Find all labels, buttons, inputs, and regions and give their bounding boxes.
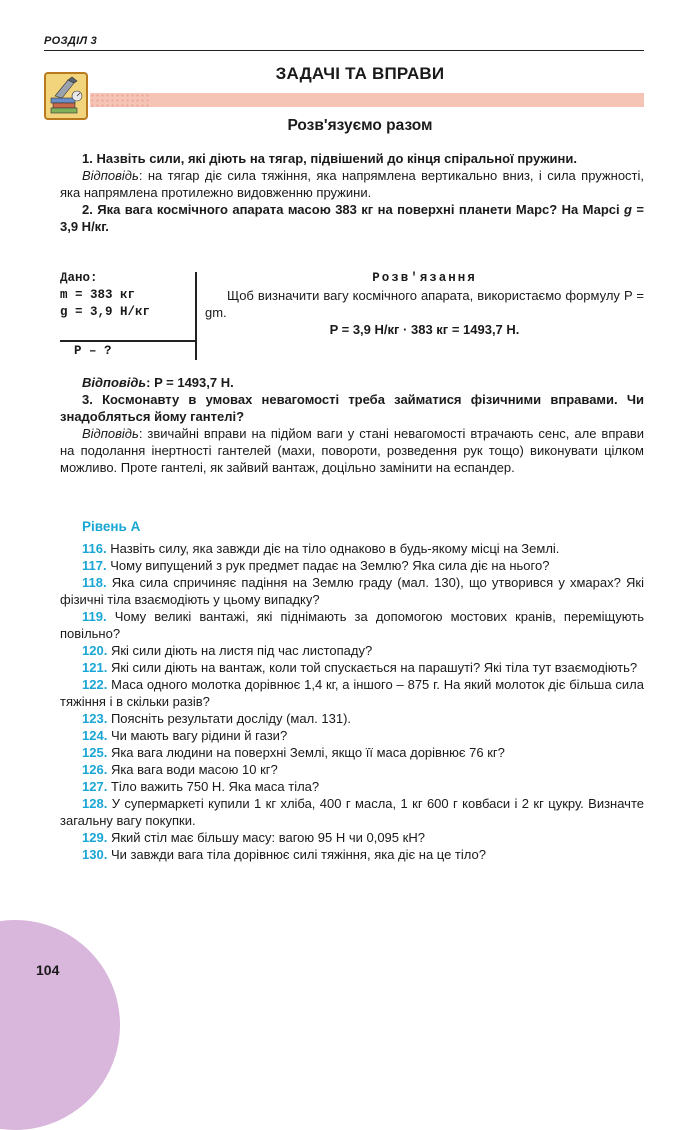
page-title: ЗАДАЧІ ТА ВПРАВИ: [275, 64, 445, 83]
list-item: [60, 608, 644, 642]
list-item: [60, 795, 644, 829]
task-number: 125.: [82, 745, 108, 760]
task-number: 122.: [82, 677, 108, 692]
task-text: Який стіл має більшу масу: вагою 95 Н чи 0,095 кН?: [110, 830, 425, 845]
task-text: Яка вага води масою 10 кг?: [110, 762, 278, 777]
problem-number: 1.: [82, 151, 93, 166]
task-text: Чи завжди вага тіла дорівнює силі тяжіння, яка діє на це тіло?: [110, 847, 486, 862]
task-number: 117.: [82, 558, 107, 573]
given-title: Дано:: [60, 271, 98, 285]
list-item: [60, 829, 644, 846]
problem-question: Космонавту в умовах невагомості треба займатися фізичними вправами. Чи знадобляться йому гантелі?: [60, 392, 644, 424]
find-value: P – ?: [74, 344, 112, 358]
solution-text: Щоб визначити вагу космічного апарата, використаємо формулу P = gm.: [205, 288, 644, 320]
section-label: РОЗДІЛ 3: [44, 35, 98, 47]
task-text: Яка вага людини на поверхні Землі, якщо її маса дорівнює 76 кг?: [110, 745, 505, 760]
level-title: Рівень А: [82, 519, 141, 534]
problem-number: 3.: [82, 392, 93, 407]
task-list: [60, 540, 644, 863]
task-number: 130.: [82, 847, 108, 862]
worked-problem-3: [60, 374, 644, 476]
list-item: [60, 676, 644, 710]
section-subheading: Розв'язуємо разом: [287, 117, 433, 134]
problem-question-end: = 3,9 Н/кг.: [60, 202, 644, 234]
problem-question: Яка вага космічного апарата масою 383 кг на поверхні планети Марс? На Марсі: [97, 202, 625, 217]
given-mass: m = 383 кг: [60, 288, 136, 302]
task-number: 116.: [82, 541, 107, 556]
solution-block: [205, 270, 644, 338]
problem-number: 2.: [82, 202, 93, 217]
list-item: [60, 778, 644, 795]
task-number: 129.: [82, 830, 108, 845]
solution-title: Розв'язання: [372, 271, 477, 285]
list-item: [60, 659, 644, 676]
list-item: [60, 761, 644, 778]
given-divider-vertical: [195, 272, 197, 360]
task-text: Яка сила спричиняє падіння на Землю граду (мал. 130), що утворився у хмарах? Які фізичні тіла взаємодіють у цьому випадку?: [60, 575, 644, 607]
task-number: 118.: [82, 575, 107, 590]
list-item: [60, 710, 644, 727]
task-number: 120.: [82, 643, 108, 658]
top-divider: [44, 50, 644, 51]
task-text: Чи мають вагу рідини й гази?: [110, 728, 288, 743]
list-item: [60, 574, 644, 608]
list-item: [60, 557, 644, 574]
task-text: Чому випущений з рук предмет падає на Землю? Яка сила діє на нього?: [110, 558, 550, 573]
task-text: Назвіть силу, яка завжди діє на тіло однаково в будь-якому місці на Землі.: [110, 541, 560, 556]
list-item: [60, 642, 644, 659]
answer-text: : на тягар діє сила тяжіння, яка напрямлена вертикально вниз, і сила пружності, яка напрямлена протилежно видовженню пружини.: [60, 168, 644, 200]
list-item: [60, 744, 644, 761]
task-number: 124.: [82, 728, 108, 743]
answer-text: : звичайні вправи на підйом ваги у стані невагомості втрачають сенс, але вправи на подолання інертності гантелей (махи, повороти, розведення рук тощо) виконувати цілком можливо. Проте гантелі, як зайвий вантаж, доцільно замінити на еспандер.: [60, 426, 644, 475]
task-number: 126.: [82, 762, 108, 777]
task-number: 123.: [82, 711, 108, 726]
corner-decoration: [0, 920, 120, 1130]
title-band-dots: [90, 93, 150, 107]
given-divider-horizontal: [60, 340, 196, 342]
worked-problem-1: [60, 150, 644, 235]
title-band: [90, 93, 644, 107]
list-item: [60, 540, 644, 557]
answer-label: Відповідь: [82, 375, 147, 390]
given-gravity: g = 3,9 Н/кг: [60, 305, 151, 319]
task-number: 121.: [82, 660, 108, 675]
solution-formula: P = 3,9 Н/кг · 383 кг = 1493,7 Н.: [329, 322, 520, 337]
task-number: 127.: [82, 779, 108, 794]
given-block: [60, 270, 195, 362]
books-tools-icon: [44, 72, 88, 120]
task-text: Які сили діють на вантаж, коли той спускається на парашуті? Які тіла тут взаємодіють?: [110, 660, 638, 675]
task-text: Чому великі вантажі, які піднімають за допомогою мостових кранів, переміщують повільно?: [60, 609, 644, 641]
task-number: 128.: [82, 796, 108, 811]
answer-label: Відповідь: [82, 168, 139, 183]
task-text: У супермаркеті купили 1 кг хліба, 400 г масла, 1 кг 600 г ковбаси і 2 кг цукру. Визначте загальну вагу покупки.: [60, 796, 644, 828]
list-item: [60, 846, 644, 863]
list-item: [60, 727, 644, 744]
task-text: Поясніть результати досліду (мал. 131).: [110, 711, 352, 726]
answer-text: : P = 1493,7 Н.: [146, 375, 234, 390]
answer-label: Відповідь: [82, 426, 139, 441]
task-number: 119.: [82, 609, 107, 624]
task-text: Тіло важить 750 Н. Яка маса тіла?: [110, 779, 320, 794]
problem-question: Назвіть сили, які діють на тягар, підвішений до кінця спіральної пружини.: [96, 151, 578, 166]
page-number: 104: [36, 962, 60, 978]
symbol-g: g: [624, 202, 632, 217]
task-text: Які сили діють на листя під час листопаду?: [110, 643, 373, 658]
task-text: Маса одного молотка дорівнює 1,4 кг, а іншого – 875 г. На який молоток діє більша сила тяжіння і в скільки разів?: [60, 677, 644, 709]
